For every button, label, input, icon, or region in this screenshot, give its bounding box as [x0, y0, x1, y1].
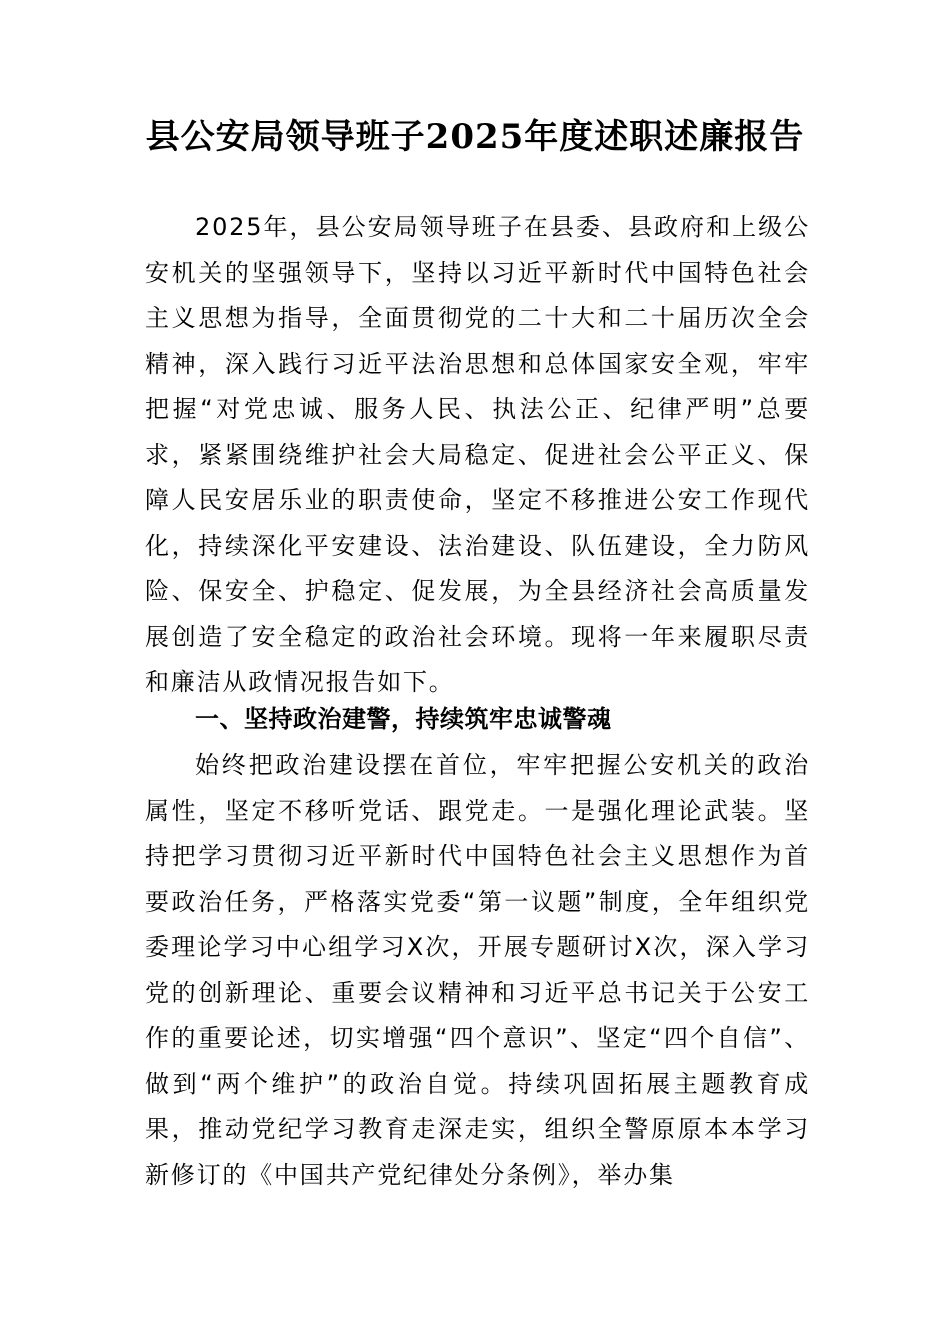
section-heading: 一、坚持政治建警，持续筑牢忠诚警魂: [195, 705, 612, 733]
section-body-paragraph: 始终把政治建设摆在首位，牢牢把握公安机关的政治属性，坚定不移听党话、跟党走。一是强化理论武装。坚持把学习贯彻习近平新时代中国特色社会主义思想作为首要政治任务，严格落实党委“第一议题”制度，全年组织党委理论学习中心组学习X次，开展专题研讨X次，深入学习党的创新理论、重要会议精神和习近平总书记关于公安工作的重要论述，切实增强“四个意识”、坚定“四个自信”、做到“两个维护”的政治自觉。持续巩固拓展主题教育成果，推动党纪学习教育走深走实，组织全警原原本本学习新修订的《中国共产党纪律处分条例》，举办集: [145, 751, 810, 1189]
document-title: 县公安局领导班子2025年度述职述廉报告: [145, 117, 805, 157]
intro-paragraph: 2025年，县公安局领导班子在县委、县政府和上级公安机关的坚强领导下，坚持以习近平新时代中国特色社会主义思想为指导，全面贯彻党的二十大和二十届历次全会精神，深入践行习近平法治思想和总体国家安全观，牢牢把握“对党忠诚、服务人民、执法公正、纪律严明”总要求，紧紧围绕维护社会大局稳定、促进社会公平正义、保障人民安居乐业的职责使命，坚定不移推进公安工作现代化，持续深化平安建设、法治建设、队伍建设，全力防风险、保安全、护稳定、促发展，为全县经济社会高质量发展创造了安全稳定的政治社会环境。现将一年来履职尽责和廉洁从政情况报告如下。: [145, 213, 810, 696]
